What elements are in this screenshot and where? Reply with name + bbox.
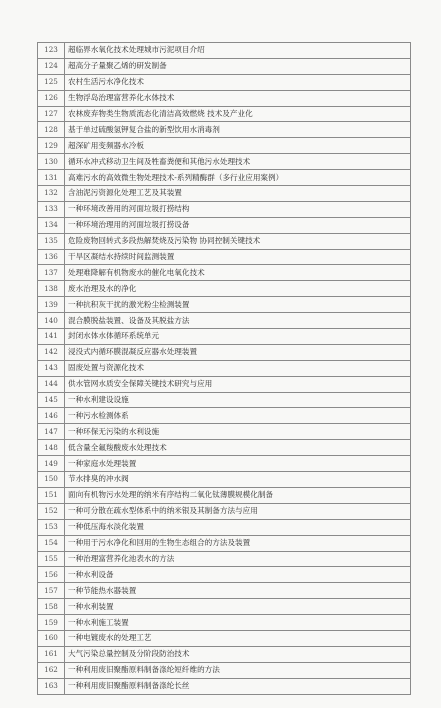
row-number: 128 (38, 122, 65, 138)
row-number: 136 (38, 249, 65, 265)
table-row (38, 233, 411, 249)
project-title: 一种家庭水处理装置 (65, 456, 411, 472)
project-title: 一种抗积灰干扰的激光粉尘检测装置 (65, 297, 411, 313)
project-title: 面向有机物污水处理的纳米有序结构二氧化钛薄膜规模化制备 (65, 487, 411, 503)
row-number: 137 (38, 265, 65, 281)
table-row (38, 360, 411, 376)
project-title: 低含量全氟羧酸废水处理技术 (65, 440, 411, 456)
project-title: 封闭水体水体循环系统单元 (65, 329, 411, 345)
project-title: 含油泥污资源化处理工艺及其装置 (65, 186, 411, 202)
row-number: 161 (38, 646, 65, 662)
project-title: 高难污水的高效微生物处理技术-系列精酶群（多行业应用案例） (65, 170, 411, 186)
row-number: 132 (38, 186, 65, 202)
table-row (38, 551, 411, 567)
row-number: 160 (38, 630, 65, 646)
project-title: 超临界水氧化技术处理城市污泥项目介绍 (65, 43, 411, 59)
table-row (38, 630, 411, 646)
row-number: 153 (38, 519, 65, 535)
table-row (38, 615, 411, 631)
row-number: 159 (38, 615, 65, 631)
table-row (38, 376, 411, 392)
project-title: 处理难降解有机物废水的催化电氧化技术 (65, 265, 411, 281)
project-title: 农村生活污水净化技术 (65, 74, 411, 90)
project-title: 一种水利施工装置 (65, 615, 411, 631)
project-title: 大气污染总量控制及分阶段防治技术 (65, 646, 411, 662)
table-row (38, 281, 411, 297)
row-number: 147 (38, 424, 65, 440)
table-row (38, 456, 411, 472)
table-row (38, 535, 411, 551)
project-title: 农林废弃物类生物质流态化清洁高效燃烧 技术及产业化 (65, 106, 411, 122)
project-title: 一种水利装置 (65, 599, 411, 615)
project-title: 危险废物回转式多段热解焚烧及污染物 协同控制关键技术 (65, 233, 411, 249)
row-number: 130 (38, 154, 65, 170)
table-row (38, 186, 411, 202)
table-row (38, 154, 411, 170)
project-title: 一种环保无污染的水利设施 (65, 424, 411, 440)
row-number: 131 (38, 170, 65, 186)
table-row (38, 138, 411, 154)
table-row (38, 424, 411, 440)
project-title: 一种利用废旧聚酯原料制备涤纶短纤维的方法 (65, 662, 411, 678)
table-row (38, 567, 411, 583)
project-title: 一种电镀废水的处理工艺 (65, 630, 411, 646)
table-row (38, 487, 411, 503)
row-number: 148 (38, 440, 65, 456)
row-number: 140 (38, 313, 65, 329)
table-row (38, 249, 411, 265)
table-row (38, 503, 411, 519)
table-row (38, 392, 411, 408)
table-row (38, 170, 411, 186)
table-row (38, 329, 411, 345)
project-title: 一种可分散在疏水型体系中的纳米银及其制备方法与应用 (65, 503, 411, 519)
table-row (38, 646, 411, 662)
table-row (38, 599, 411, 615)
row-number: 149 (38, 456, 65, 472)
project-title: 一种用于污水净化和回用的生物生态组合的方法及装置 (65, 535, 411, 551)
project-title: 一种节能热水器装置 (65, 583, 411, 599)
project-title: 一种水利建设设施 (65, 392, 411, 408)
project-title: 一种污水检测体系 (65, 408, 411, 424)
project-title: 一种低压海水淡化装置 (65, 519, 411, 535)
table-row (38, 265, 411, 281)
project-title: 干旱区凝结水持续时间监测装置 (65, 249, 411, 265)
row-number: 144 (38, 376, 65, 392)
technology-list-table (37, 42, 411, 695)
row-number: 158 (38, 599, 65, 615)
table-row (38, 217, 411, 233)
table-row (38, 662, 411, 678)
row-number: 133 (38, 201, 65, 217)
row-number: 123 (38, 43, 65, 59)
row-number: 162 (38, 662, 65, 678)
row-number: 124 (38, 58, 65, 74)
row-number: 142 (38, 344, 65, 360)
project-title: 节水排臭的冲水阀 (65, 472, 411, 488)
table-row (38, 43, 411, 59)
project-title: 浸没式内循环膜混凝反应器水处理装置 (65, 344, 411, 360)
table-row (38, 106, 411, 122)
row-number: 129 (38, 138, 65, 154)
project-title: 供水管网水质安全保障关键技术研究与应用 (65, 376, 411, 392)
row-number: 155 (38, 551, 65, 567)
table-row (38, 519, 411, 535)
row-number: 156 (38, 567, 65, 583)
project-title: 一种水利设备 (65, 567, 411, 583)
row-number: 125 (38, 74, 65, 90)
row-number: 150 (38, 472, 65, 488)
row-number: 135 (38, 233, 65, 249)
row-number: 138 (38, 281, 65, 297)
project-title: 一种治理富营养化池表水的方法 (65, 551, 411, 567)
row-number: 134 (38, 217, 65, 233)
table-row (38, 583, 411, 599)
table-row (38, 678, 411, 694)
row-number: 141 (38, 329, 65, 345)
row-number: 145 (38, 392, 65, 408)
project-title: 固废处置与资源化技术 (65, 360, 411, 376)
row-number: 154 (38, 535, 65, 551)
row-number: 127 (38, 106, 65, 122)
project-title: 混合膜脱盐装置、设备及其脱盐方法 (65, 313, 411, 329)
table-row (38, 58, 411, 74)
table-row (38, 440, 411, 456)
row-number: 151 (38, 487, 65, 503)
project-title: 循环水冲式移动卫生间及牲畜粪便和其他污水处理技术 (65, 154, 411, 170)
row-number: 157 (38, 583, 65, 599)
project-title: 生物浮岛治理富营养化水体技术 (65, 90, 411, 106)
project-title: 废水治理及水的净化 (65, 281, 411, 297)
table-row (38, 122, 411, 138)
project-title: 超深矿用变频器水冷板 (65, 138, 411, 154)
row-number: 152 (38, 503, 65, 519)
table-row (38, 201, 411, 217)
project-title: 一种环境改善用的河面垃圾打捞结构 (65, 201, 411, 217)
row-number: 126 (38, 90, 65, 106)
table-row (38, 297, 411, 313)
row-number: 146 (38, 408, 65, 424)
project-title: 基于单过硫酸氢钾复合盐的新型饮用水消毒剂 (65, 122, 411, 138)
row-number: 163 (38, 678, 65, 694)
table-row (38, 344, 411, 360)
table-row (38, 408, 411, 424)
row-number: 139 (38, 297, 65, 313)
table-row (38, 90, 411, 106)
table-row (38, 74, 411, 90)
project-title: 一种利用废旧聚酯原料制备涤纶长丝 (65, 678, 411, 694)
table-row (38, 472, 411, 488)
project-title: 一种环境治理用的河面垃圾打捞设备 (65, 217, 411, 233)
table-body (38, 43, 411, 695)
row-number: 143 (38, 360, 65, 376)
table-row (38, 313, 411, 329)
project-title: 超高分子量聚乙烯的研发制备 (65, 58, 411, 74)
